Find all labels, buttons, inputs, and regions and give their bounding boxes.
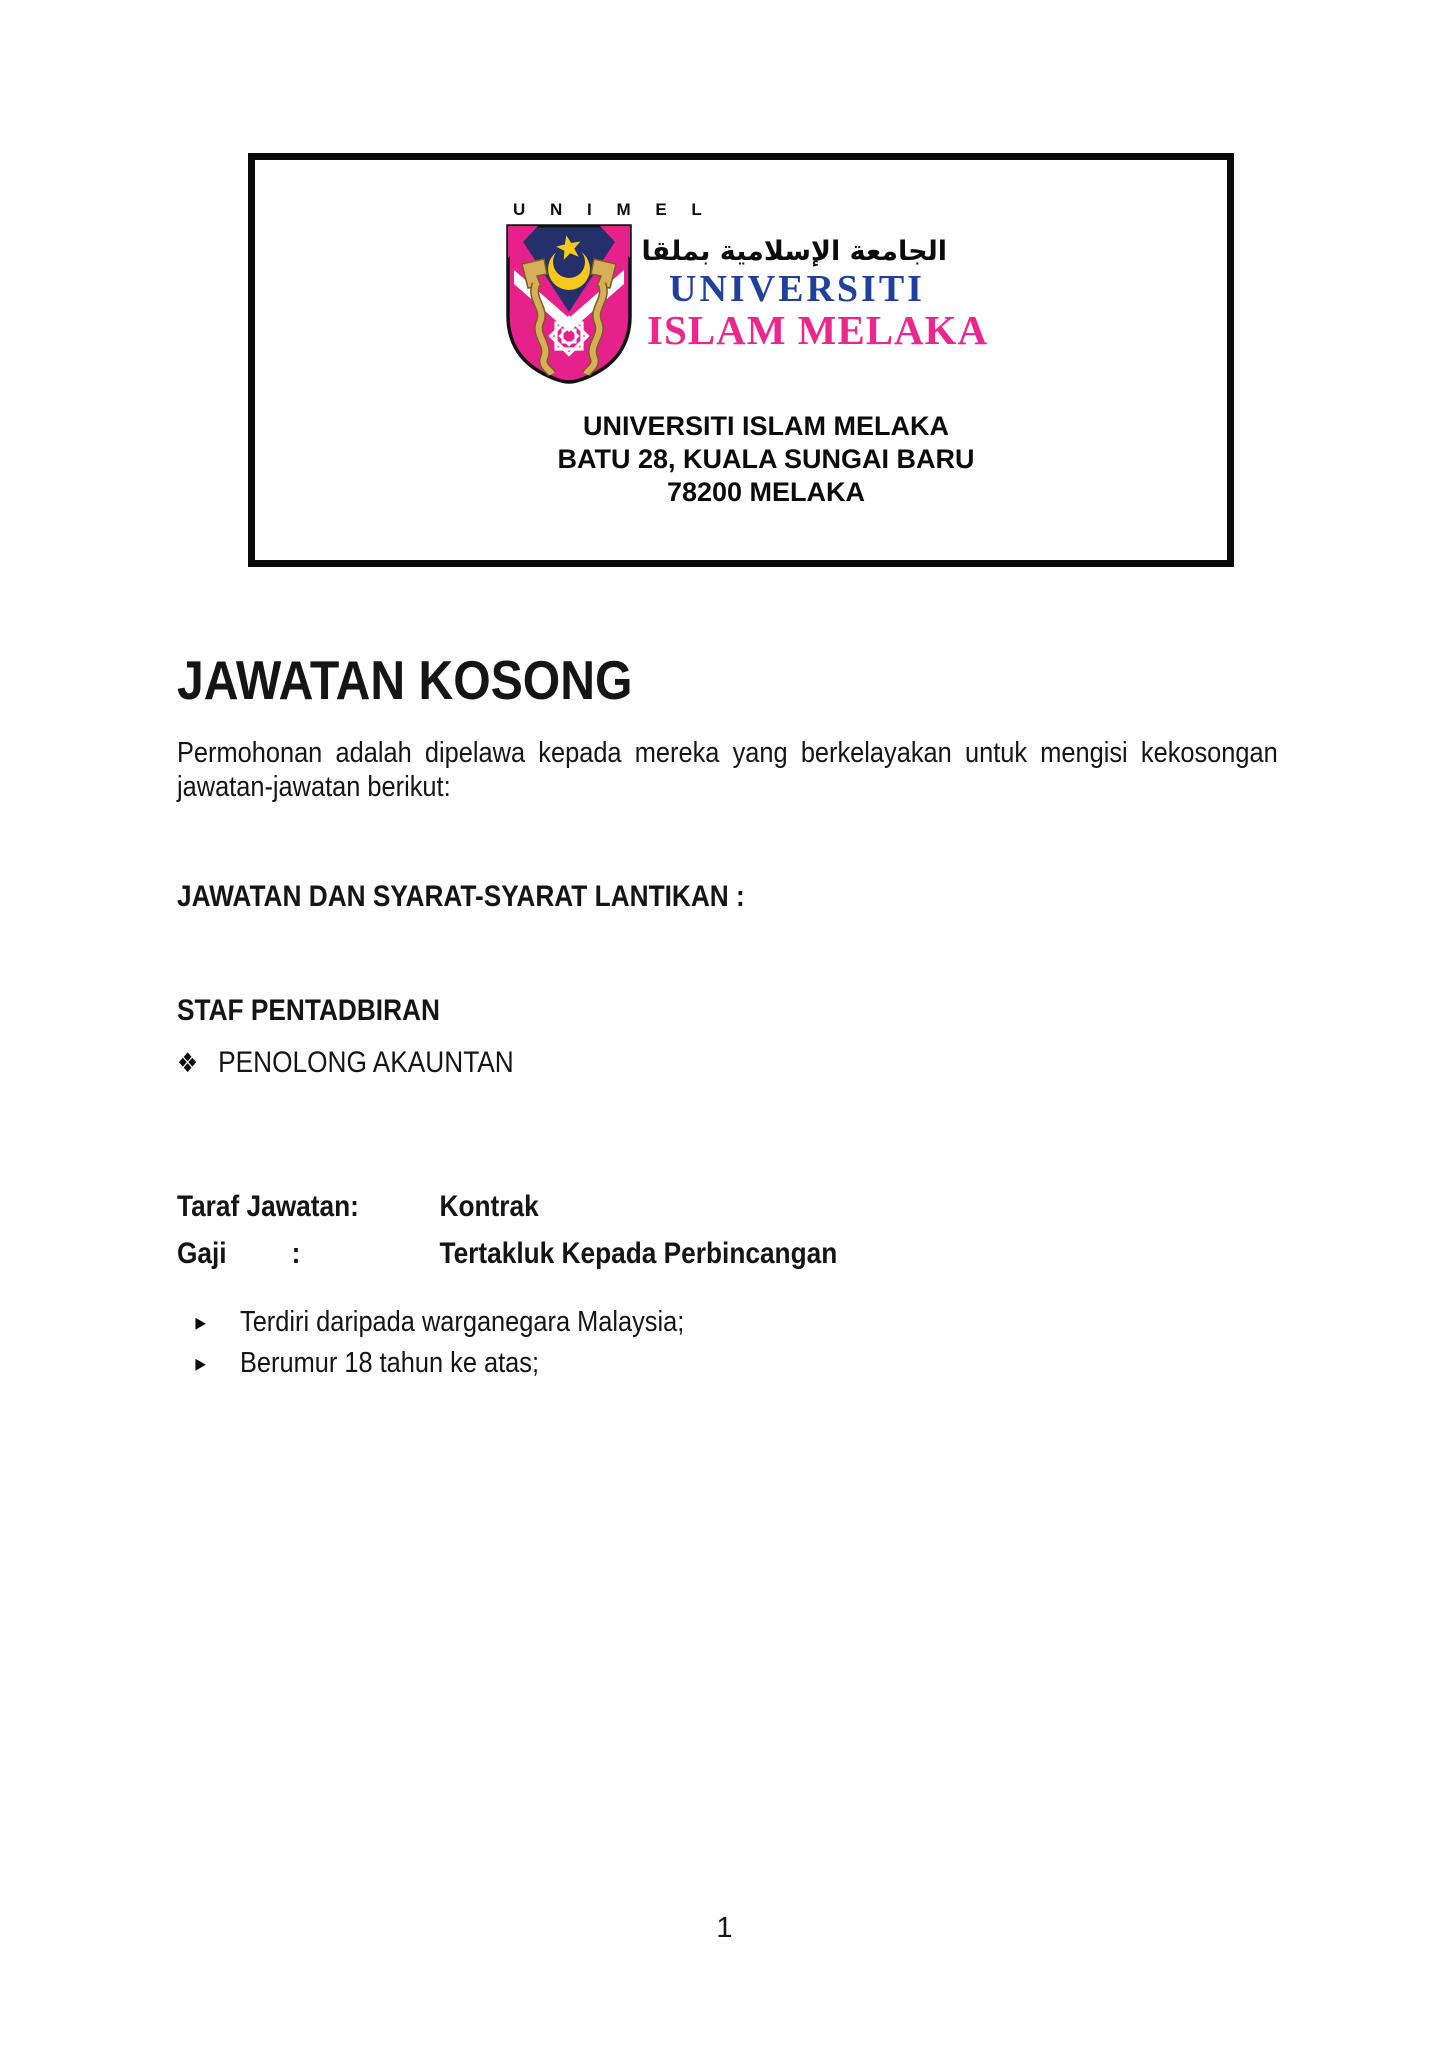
detail-label-wrap bbox=[177, 1190, 440, 1237]
intro-paragraph bbox=[177, 736, 1278, 804]
detail-row-taraf bbox=[177, 1190, 837, 1237]
detail-colon: : bbox=[291, 1237, 301, 1270]
university-name-line2: ISLAM MELAKA bbox=[647, 307, 989, 353]
university-crest bbox=[503, 200, 712, 384]
requirements-list bbox=[195, 1302, 684, 1384]
address-line3: 78200 MELAKA bbox=[666, 477, 866, 507]
detail-value: Tertakluk Kepada Perbincangan bbox=[439, 1237, 838, 1270]
detail-label: Taraf Jawatan bbox=[177, 1190, 351, 1223]
unimel-crest-icon bbox=[504, 224, 634, 384]
position-label: PENOLONG AKAUNTAN bbox=[218, 1046, 514, 1079]
position-item bbox=[177, 1046, 514, 1080]
list-item bbox=[195, 1343, 684, 1384]
university-name-arabic: الجامعة الإسلامية بملقا bbox=[641, 236, 947, 267]
detail-colon: : bbox=[350, 1190, 359, 1223]
page-number: 1 bbox=[716, 1912, 733, 1944]
university-letterhead-box bbox=[248, 153, 1234, 567]
list-item bbox=[195, 1302, 684, 1343]
unimel-acronym: U N I M E L bbox=[513, 200, 712, 219]
job-details bbox=[177, 1190, 837, 1284]
intro-line2: jawatan-jawatan berikut: bbox=[177, 771, 451, 803]
diamond-bullet-icon: ❖ bbox=[177, 1048, 199, 1079]
university-name-line1: UNIVERSITI bbox=[669, 268, 925, 310]
detail-label: Gaji bbox=[177, 1237, 227, 1270]
detail-label-wrap bbox=[177, 1237, 440, 1284]
page-title: JAWATAN KOSONG bbox=[177, 649, 633, 711]
address-line2: BATU 28, KUALA SUNGAI BARU bbox=[557, 444, 975, 474]
triangle-bullet-icon: ▸ bbox=[195, 1308, 206, 1336]
section-heading-lantikan: JAWATAN DAN SYARAT-SYARAT LANTIKAN : bbox=[177, 880, 745, 913]
detail-row-gaji bbox=[177, 1237, 837, 1284]
detail-value: Kontrak bbox=[439, 1190, 539, 1223]
section-heading-staf: STAF PENTADBIRAN bbox=[177, 994, 440, 1027]
requirement-text: Terdiri daripada warganegara Malaysia; bbox=[240, 1306, 685, 1338]
university-name-lockup bbox=[641, 236, 989, 353]
triangle-bullet-icon: ▸ bbox=[195, 1349, 206, 1377]
university-address bbox=[280, 410, 1252, 509]
requirement-text: Berumur 18 tahun ke atas; bbox=[240, 1347, 540, 1379]
address-line1: UNIVERSITI ISLAM MELAKA bbox=[582, 411, 949, 441]
intro-line1: Permohonan adalah dipelawa kepada mereka yang berkelayakan untuk mengisi kekosongan bbox=[177, 737, 1278, 769]
